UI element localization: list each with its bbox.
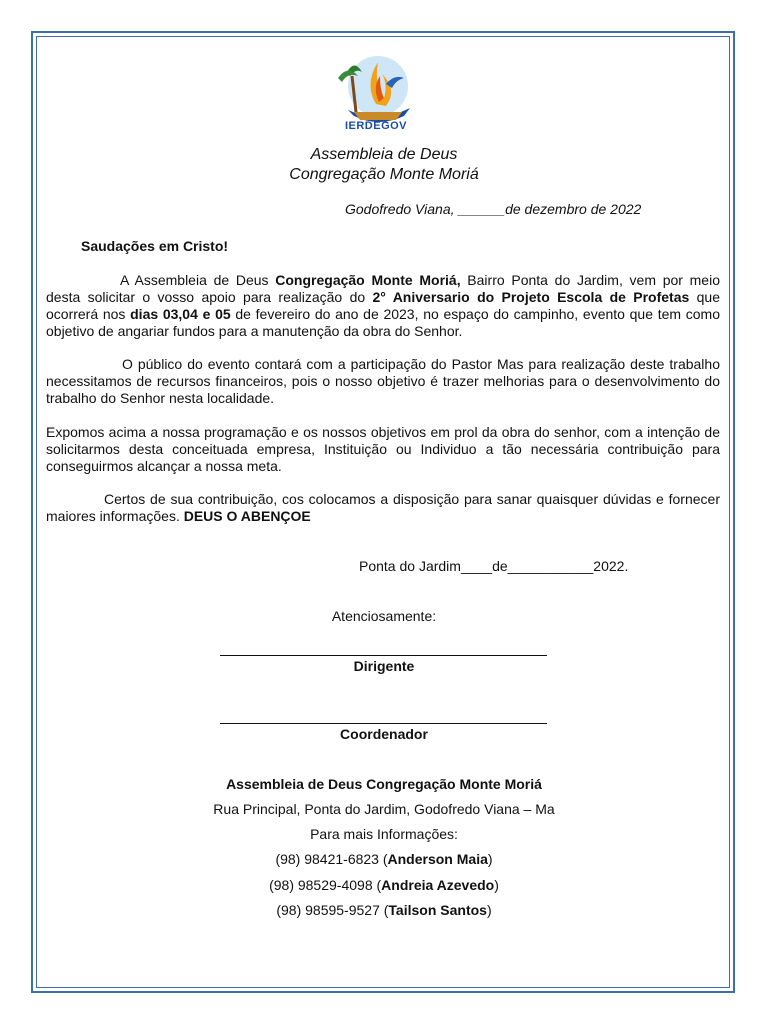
closing: Atenciosamente: xyxy=(331,608,437,624)
footer-contact: (98) 98529-4098 (Andreia Azevedo) xyxy=(269,877,499,893)
greeting: Saudações em Cristo! xyxy=(81,238,229,254)
footer-org-name: Assembleia de Deus Congregação Monte Moriá xyxy=(226,776,542,792)
paragraph-4: Certos de sua contribuição, cos colocamos a disposição para sanar quaisquer dúvidas e fornecer maiores informações. DEUS O ABENÇOE xyxy=(46,491,720,524)
paragraph-1: A Assembleia de Deus Congregação Monte Moriá, Bairro Ponta do Jardim, vem por meio desta solicitar o vosso apoio para realização do 2° Aniversario do Projeto Escola de Profetas que ocorrerá nos dias 03,04 e 05 de fevereiro do ano de 2023, no espaço do campinho, evento que tem como objetivo de angariar fundos para a manutenção da obra do Senhor. xyxy=(46,272,720,339)
header-title-line1: Assembleia de Deus xyxy=(310,146,458,163)
date-line: Godofredo Viana, ______de dezembro de 2022 xyxy=(345,201,642,217)
footer-contact: (98) 98595-9527 (Tailson Santos) xyxy=(276,902,492,918)
footer-info-label: Para mais Informações: xyxy=(310,826,458,842)
signature-role-dirigente: Dirigente xyxy=(353,658,415,674)
footer-address: Rua Principal, Ponta do Jardim, Godofredo Viana – Ma xyxy=(213,801,555,817)
signature-line-dirigente xyxy=(220,655,547,656)
logo-text: IERDEGOV xyxy=(344,120,408,132)
footer-contact: (98) 98421-6823 (Anderson Maia) xyxy=(275,851,493,867)
paragraph-3: Expomos acima a nossa programação e os nossos objetivos em prol da obra do senhor, com a intenção de solicitarmos desta conceituada empresa, Instituição ou Individuo a tão necessária contribuição para conseguirmos alcançar a nossa meta. xyxy=(46,424,720,474)
place-date-line: Ponta do Jardim____de___________2022. xyxy=(359,558,629,574)
paragraph-2: O público do evento contará com a participação do Pastor Mas para realização deste trabalho necessitamos de recursos financeiros, pois o nosso objetivo é trazer melhorias para o desenvolvimento do trabalho do Senhor nesta localidade. xyxy=(46,356,720,406)
signature-line-coordenador xyxy=(220,723,547,724)
header-title-line2: Congregação Monte Moriá xyxy=(289,166,479,183)
signature-role-coordenador: Coordenador xyxy=(340,726,428,742)
